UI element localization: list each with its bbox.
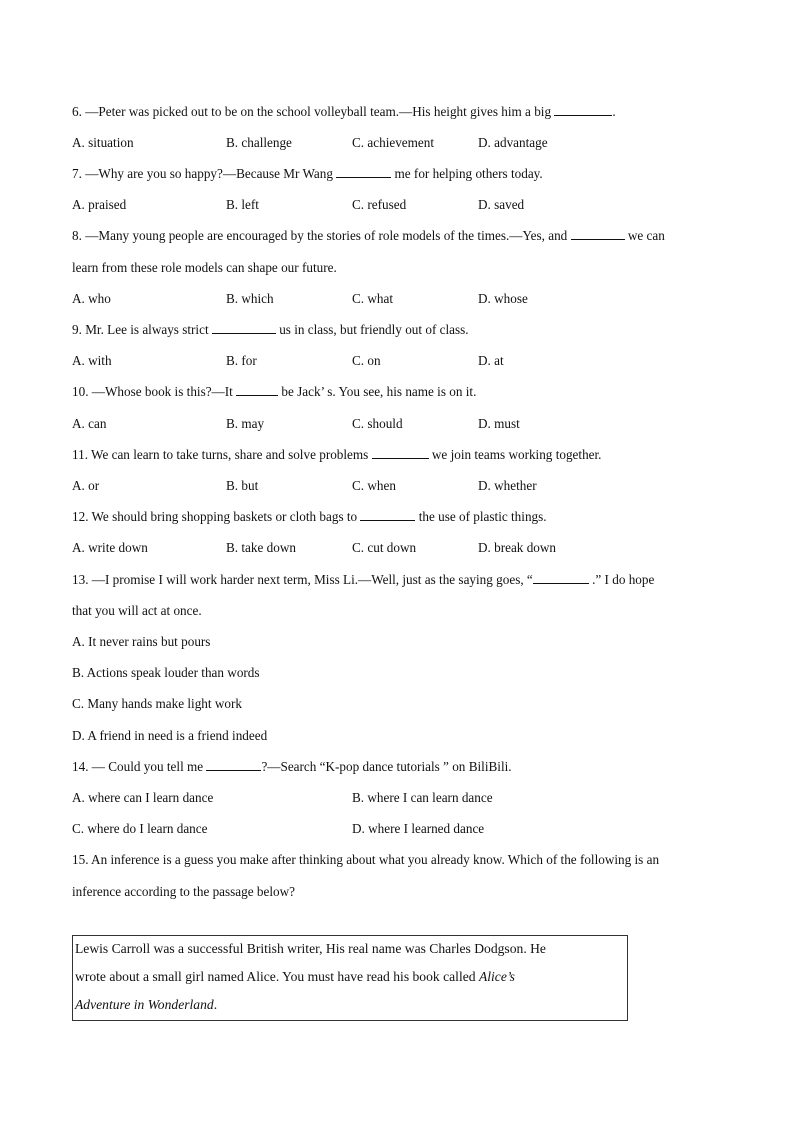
question-6-stem: 6. —Peter was picked out to be on the school volleyball team.—His height gives him a big . [72,104,616,119]
option-a: A. or [72,478,100,493]
option-b: B. take down [226,540,296,555]
passage-box [72,935,628,1021]
option-a: A. praised [72,197,127,212]
option-a: A. who [72,291,111,306]
answer-blank [360,509,415,521]
answer-blank [236,384,278,396]
question-10-stem: 10. —Whose book is this?—It be Jack’ s. You see, his name is on it. [72,384,477,399]
question-7-stem: 7. —Why are you so happy?—Because Mr Wang me for helping others today. [72,166,543,181]
answer-blank [571,228,625,240]
passage-line-2: wrote about a small girl named Alice. You must have read his book called Alice’s [75,969,515,984]
option-c: C. on [352,353,381,368]
option-a: A. situation [72,135,134,150]
option-a: A. with [72,353,112,368]
question-9-stem: 9. Mr. Lee is always strict us in class, but friendly out of class. [72,322,469,337]
answer-blank [372,447,429,459]
option-c: C. cut down [352,540,417,555]
option-d: D. whether [478,478,537,493]
option-c: C. should [352,416,403,431]
question-8-stem-continued: learn from these role models can shape our future. [72,260,337,275]
question-13-stem: 13. —I promise I will work harder next term, Miss Li.—Well, just as the saying goes, “ .” I do hope [72,572,655,587]
question-15-stem: 15. An inference is a guess you make after thinking about what you already know. Which of the following is an [72,852,660,867]
answer-blank [554,104,612,116]
option-d: D. advantage [478,135,548,150]
option-c: C. where do I learn dance [72,821,208,836]
question-13-stem-continued: that you will act at once. [72,603,202,618]
answer-blank [206,759,261,771]
question-12-stem: 12. We should bring shopping baskets or cloth bags to the use of plastic things. [72,509,547,524]
option-d: D. break down [478,540,557,555]
option-a: A. where can I learn dance [72,790,214,805]
answer-blank [212,322,276,334]
option-a: A. write down [72,540,148,555]
option-d: D. where I learned dance [352,821,485,836]
question-8-stem: 8. —Many young people are encouraged by the stories of role models of the times.—Yes, and we can [72,228,665,243]
option-d: D. A friend in need is a friend indeed [72,728,268,743]
book-title-continued: Adventure in Wonderland [75,997,214,1012]
answer-blank [533,572,589,584]
option-c: C. when [352,478,396,493]
passage-line-1: Lewis Carroll was a successful British writer, His real name was Charles Dodgson. He [75,941,546,956]
option-a: A. can [72,416,107,431]
option-b: B. for [226,353,257,368]
option-b: B. where I can learn dance [352,790,493,805]
option-c: C. achievement [352,135,435,150]
option-c: C. Many hands make light work [72,696,242,711]
option-a: A. It never rains but pours [72,634,211,649]
option-d: D. whose [478,291,528,306]
option-d: D. saved [478,197,525,212]
book-title: Alice’s [478,969,515,984]
option-b: B. may [226,416,265,431]
answer-blank [336,166,391,178]
option-b: B. challenge [226,135,292,150]
question-14-stem: 14. — Could you tell me ?—Search “K-pop dance tutorials ” on BiliBili. [72,759,512,774]
option-c: C. what [352,291,394,306]
option-b: B. but [226,478,259,493]
option-b: B. left [226,197,259,212]
option-b: B. which [226,291,274,306]
option-c: C. refused [352,197,407,212]
option-d: D. at [478,353,504,368]
passage-line-3: Adventure in Wonderland. [75,997,218,1012]
option-d: D. must [478,416,520,431]
option-b: B. Actions speak louder than words [72,665,260,680]
question-11-stem: 11. We can learn to take turns, share and solve problems we join teams working together. [72,447,602,462]
question-15-stem-continued: inference according to the passage below? [72,884,295,899]
